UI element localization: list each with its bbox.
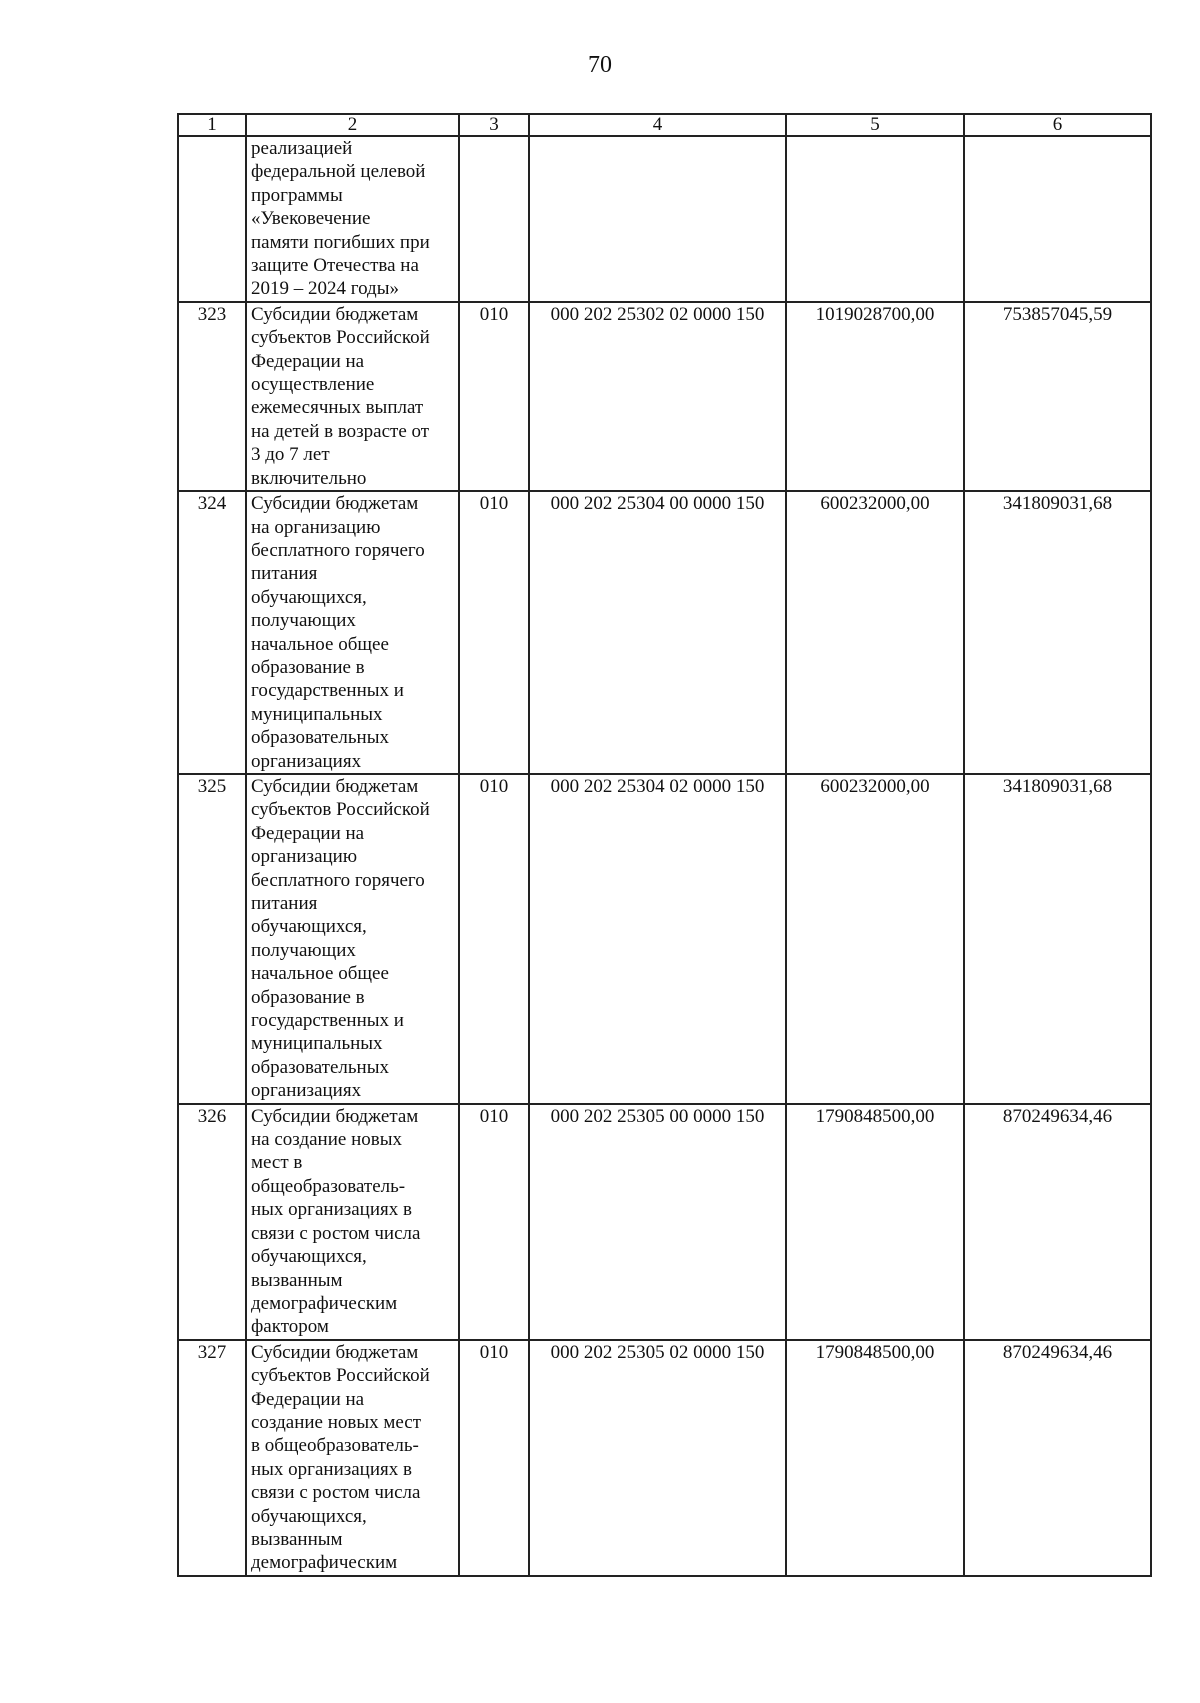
row-name-line: Федерации на [251, 1388, 365, 1410]
row-name-line: получающих [251, 610, 356, 632]
row-name-line: начальное общее [251, 963, 389, 985]
row-number: 324 [178, 491, 246, 774]
row-name-line: демографическим [251, 1552, 398, 1574]
row-name-line: общеобразователь- [251, 1175, 406, 1197]
row-planned-amount: 600232000,00 [786, 491, 964, 774]
row-name-line: обучающихся, [251, 916, 367, 938]
row-name-line: фактором [251, 1316, 329, 1338]
row-name [246, 491, 459, 774]
row-planned-amount: 600232000,00 [786, 774, 964, 1104]
row-name-line: на детей в возрасте от [251, 420, 430, 442]
row-name-line: субъектов Российской [251, 327, 430, 349]
row-executed-amount: 341809031,68 [964, 491, 1151, 774]
row-name-line: Субсидии бюджетам [251, 1105, 419, 1127]
row-name-line: образовательных [251, 727, 389, 749]
page-number: 70 [588, 52, 612, 78]
row-planned-amount: 1790848500,00 [786, 1340, 964, 1576]
row-name-line: Субсидии бюджетам [251, 1341, 419, 1363]
row-name-line: образовательных [251, 1056, 389, 1078]
row-admin-code: 010 [459, 1104, 529, 1340]
row-name-line: включительно [251, 467, 367, 489]
row-name-line: Субсидии бюджетам [251, 493, 419, 515]
row-name-line: начальное общее [251, 633, 389, 655]
row-name-line: бесплатного горячего [251, 539, 425, 561]
row-executed-amount: 753857045,59 [964, 302, 1151, 491]
row-name-line: 3 до 7 лет [251, 444, 330, 466]
header-row [178, 114, 1151, 136]
row-name-line: Федерации на [251, 822, 365, 844]
row-name [246, 1340, 459, 1576]
row-name-line: мест в [251, 1152, 303, 1174]
row-budget-code: 000 202 25304 02 0000 150 [529, 774, 786, 1104]
row-name-line: осуществление [251, 374, 375, 396]
row-admin-code: 010 [459, 302, 529, 491]
row-name-line: организациях [251, 750, 362, 772]
row-name [246, 774, 459, 1104]
table-row [178, 1340, 1151, 1576]
row-name-line: реализацией [251, 138, 353, 159]
header-cell-2: 2 [246, 114, 459, 136]
header-cell-3: 3 [459, 114, 529, 136]
row-name-line: организацию [251, 846, 358, 868]
row-name-line: образование в [251, 656, 365, 678]
row-name-line: ных организациях в [251, 1458, 412, 1480]
row-name-line: субъектов Российской [251, 1365, 430, 1387]
row-name [246, 302, 459, 491]
row-name-line: обучающихся, [251, 586, 367, 608]
row-name-line: вызванным [251, 1269, 343, 1291]
row-planned-amount [786, 136, 964, 302]
row-planned-amount: 1019028700,00 [786, 302, 964, 491]
row-name-line: программы [251, 184, 343, 206]
row-number: 325 [178, 774, 246, 1104]
row-name-line: защите Отечества на [251, 255, 419, 277]
row-admin-code: 010 [459, 774, 529, 1104]
row-name-line: получающих [251, 939, 356, 961]
row-name-line: обучающихся, [251, 1505, 367, 1527]
table-row [178, 136, 1151, 302]
row-name [246, 1104, 459, 1340]
row-name-line: на организацию [251, 516, 381, 538]
row-admin-code: 010 [459, 1340, 529, 1576]
table-row [178, 302, 1151, 491]
row-name-line: 2019 – 2024 годы» [251, 278, 399, 300]
header-cell-4: 4 [529, 114, 786, 136]
table-row [178, 774, 1151, 1104]
row-name-line: муниципальных [251, 703, 383, 725]
row-name-line: ных организациях в [251, 1199, 412, 1221]
row-name-line: «Увековечение [251, 208, 371, 230]
row-number [178, 136, 246, 302]
header-cell-5: 5 [786, 114, 964, 136]
row-name-line: создание новых мест [251, 1411, 422, 1433]
row-name-line: питания [251, 563, 318, 585]
row-number: 327 [178, 1340, 246, 1576]
row-executed-amount: 870249634,46 [964, 1340, 1151, 1576]
row-name-line: ежемесячных выплат [251, 397, 424, 419]
row-name-line: на создание новых [251, 1129, 402, 1151]
row-executed-amount [964, 136, 1151, 302]
row-name-line: субъектов Российской [251, 799, 430, 821]
row-name-line: памяти погибших при [251, 231, 430, 253]
row-name-line: вызванным [251, 1528, 343, 1550]
row-name [246, 136, 459, 302]
row-number: 326 [178, 1104, 246, 1340]
row-budget-code [529, 136, 786, 302]
row-name-line: Федерации на [251, 350, 365, 372]
row-name-line: государственных и [251, 680, 404, 702]
row-name-line: организациях [251, 1080, 362, 1102]
row-executed-amount: 870249634,46 [964, 1104, 1151, 1340]
row-admin-code: 010 [459, 491, 529, 774]
row-executed-amount: 341809031,68 [964, 774, 1151, 1104]
table-row [178, 1104, 1151, 1340]
row-name-line: демографическим [251, 1292, 398, 1314]
budget-table [177, 113, 1152, 1577]
header-cell-6: 6 [964, 114, 1151, 136]
row-name-line: государственных и [251, 1010, 404, 1032]
row-planned-amount: 1790848500,00 [786, 1104, 964, 1340]
row-number: 323 [178, 302, 246, 491]
row-name-line: муниципальных [251, 1033, 383, 1055]
row-name-line: Субсидии бюджетам [251, 775, 419, 797]
row-budget-code: 000 202 25305 00 0000 150 [529, 1104, 786, 1340]
row-admin-code [459, 136, 529, 302]
row-name-line: федеральной целевой [251, 161, 426, 183]
row-name-line: Субсидии бюджетам [251, 303, 419, 325]
row-name-line: связи с ростом числа [251, 1482, 421, 1504]
header-cell-1: 1 [178, 114, 246, 136]
row-name-line: связи с ростом числа [251, 1222, 421, 1244]
row-budget-code: 000 202 25304 00 0000 150 [529, 491, 786, 774]
table-row [178, 491, 1151, 774]
row-name-line: обучающихся, [251, 1246, 367, 1268]
row-name-line: питания [251, 893, 318, 914]
row-budget-code: 000 202 25305 02 0000 150 [529, 1340, 786, 1576]
row-budget-code: 000 202 25302 02 0000 150 [529, 302, 786, 491]
row-name-line: образование в [251, 986, 365, 1008]
row-name-line: в общеобразователь- [251, 1435, 419, 1457]
row-name-line: бесплатного горячего [251, 869, 425, 891]
